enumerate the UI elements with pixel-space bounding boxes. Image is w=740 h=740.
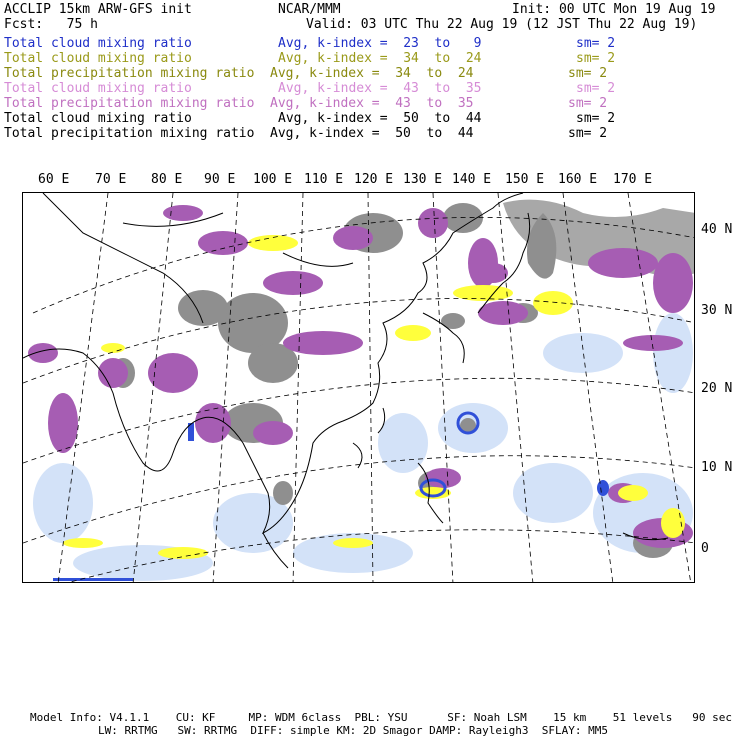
- lon-label-150e: 150 E: [505, 172, 545, 187]
- legend-avg-6: Avg, k-index = 50 to 44: [278, 111, 482, 126]
- lon-label-80e: 80 E: [151, 172, 183, 187]
- lon-label-90e: 90 E: [204, 172, 236, 187]
- legend-name-1: Total cloud mixing ratio: [4, 36, 192, 51]
- institution-label: NCAR/MMM: [278, 2, 341, 17]
- yellow-cloud-field: [63, 235, 685, 559]
- lon-label-120e: 120 E: [354, 172, 394, 187]
- legend-sm-1: sm= 2: [576, 36, 616, 51]
- legend-sm-4: sm= 2: [576, 81, 616, 96]
- forecast-hour: Fcst: 75 h: [4, 17, 98, 32]
- legend-avg-2: Avg, k-index = 34 to 24: [278, 51, 482, 66]
- lat-label-40n: 40 N: [701, 222, 733, 237]
- lon-label-140e: 140 E: [452, 172, 492, 187]
- lon-label-100e: 100 E: [253, 172, 293, 187]
- model-info-line2: LW: RRTMG SW: RRTMG DIFF: simple KM: 2D Smagor DAMP: Rayleigh3 SFLAY: MM5: [98, 724, 608, 737]
- lat-label-10n: 10 N: [701, 460, 733, 475]
- legend-name-6: Total cloud mixing ratio: [4, 111, 192, 126]
- legend-name-5: Total precipitation mixing ratio: [4, 96, 255, 111]
- legend-avg-1: Avg, k-index = 23 to 9: [278, 36, 482, 51]
- lon-label-70e: 70 E: [95, 172, 127, 187]
- model-info-line1: Model Info: V4.1.1 CU: KF MP: WDM 6class PBL: YSU SF: Noah LSM 15 km 51 levels 90 sec: [30, 711, 732, 724]
- legend-avg-4: Avg, k-index = 43 to 35: [278, 81, 482, 96]
- legend-sm-2: sm= 2: [576, 51, 616, 66]
- legend-name-3: Total precipitation mixing ratio: [4, 66, 255, 81]
- lon-label-60e: 60 E: [38, 172, 70, 187]
- legend-name-4: Total cloud mixing ratio: [4, 81, 192, 96]
- legend-avg-3: Avg, k-index = 34 to 24: [270, 66, 474, 81]
- lat-label-20n: 20 N: [701, 381, 733, 396]
- lat-label-0: 0: [701, 541, 709, 556]
- legend-avg-7: Avg, k-index = 50 to 44: [270, 126, 474, 141]
- map-svg: [23, 193, 695, 583]
- legend-sm-7: sm= 2: [568, 126, 608, 141]
- lon-label-110e: 110 E: [304, 172, 344, 187]
- lon-label-170e: 170 E: [613, 172, 653, 187]
- init-time: Init: 00 UTC Mon 19 Aug 19: [512, 2, 716, 17]
- lat-label-30n: 30 N: [701, 303, 733, 318]
- map-panel: [22, 192, 695, 583]
- legend-avg-5: Avg, k-index = 43 to 35: [270, 96, 474, 111]
- lon-label-160e: 160 E: [558, 172, 598, 187]
- legend-name-2: Total cloud mixing ratio: [4, 51, 192, 66]
- legend-sm-5: sm= 2: [568, 96, 608, 111]
- lon-label-130e: 130 E: [403, 172, 443, 187]
- valid-time: Valid: 03 UTC Thu 22 Aug 19 (12 JST Thu 22 Aug 19): [306, 17, 698, 32]
- legend-sm-6: sm= 2: [576, 111, 616, 126]
- legend-sm-3: sm= 2: [568, 66, 608, 81]
- legend-name-7: Total precipitation mixing ratio: [4, 126, 255, 141]
- model-title: ACCLIP 15km ARW-GFS init: [4, 2, 192, 17]
